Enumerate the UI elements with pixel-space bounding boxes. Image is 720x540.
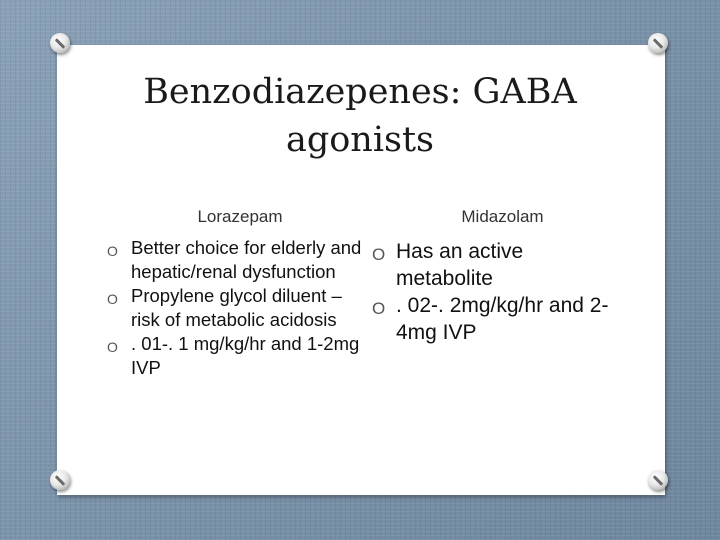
bullet-text: . 02-. 2mg/kg/hr and 2-4mg IVP — [396, 294, 609, 344]
pushpin-icon — [50, 33, 70, 53]
list-item — [372, 292, 612, 346]
bullet-marker: O — [372, 299, 386, 318]
bullet-text: Propylene glycol diluent – risk of metabolic acidosis — [131, 285, 342, 330]
slide-title — [0, 68, 720, 164]
column-heading-midazolam: Midazolam — [461, 207, 544, 226]
midazolam-bullet-list — [372, 238, 612, 346]
bullet-text: Better choice for elderly and hepatic/renal dysfunction — [131, 237, 362, 282]
list-item — [107, 332, 362, 380]
bullet-marker: O — [107, 243, 118, 259]
slide-title-line: agonists — [285, 120, 435, 160]
pushpin-icon — [648, 33, 668, 53]
pushpin-icon — [50, 470, 70, 490]
bullet-marker: O — [107, 339, 118, 355]
list-item — [107, 284, 362, 332]
slide-title-line: Benzodiazepenes: GABA — [143, 72, 577, 112]
bullet-text: . 01-. 1 mg/kg/hr and 1-2mg IVP — [131, 333, 360, 378]
bullet-marker: O — [107, 291, 118, 307]
lorazepam-bullet-list — [107, 236, 362, 380]
column-heading-lorazepam: Lorazepam — [197, 207, 283, 226]
bullet-marker: O — [372, 245, 386, 264]
list-item — [372, 238, 612, 292]
bullet-text: Has an active metabolite — [396, 240, 524, 290]
pushpin-icon — [648, 470, 668, 490]
list-item — [107, 236, 362, 284]
